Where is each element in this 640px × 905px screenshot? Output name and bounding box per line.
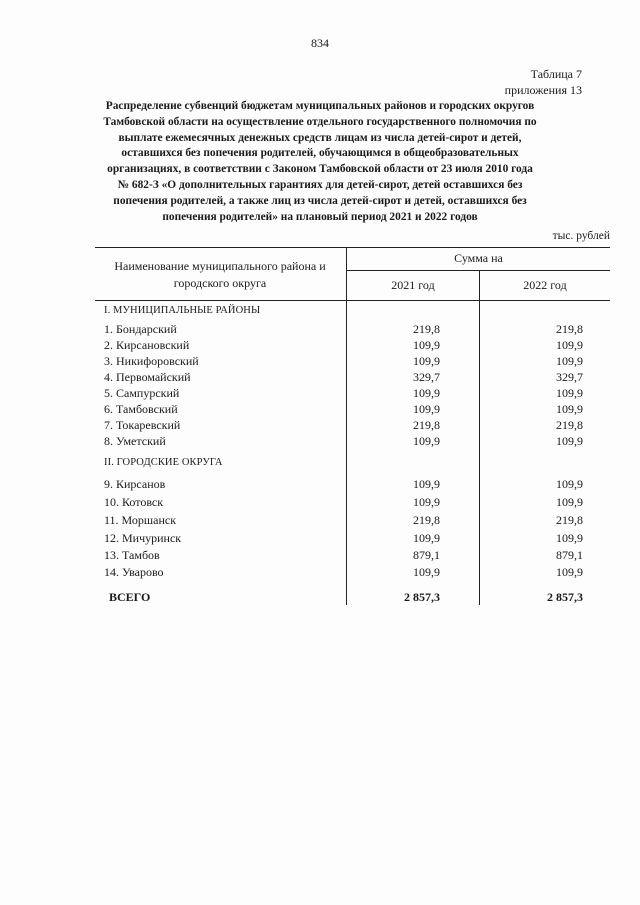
row-value-2021: 109,9 xyxy=(413,495,440,509)
row-value-2021: 109,9 xyxy=(413,477,440,491)
row-value-2021: 219,8 xyxy=(413,322,440,336)
table-row xyxy=(0,370,640,386)
row-name: 14. Уварово xyxy=(104,565,164,579)
table-row xyxy=(0,548,640,564)
header-name-column: Наименование муниципального района и городского округа xyxy=(114,259,326,290)
row-name: 13. Тамбов xyxy=(104,548,160,562)
row-name: 10. Котовск xyxy=(104,495,164,509)
row-value-2022: 329,7 xyxy=(556,370,583,384)
row-value-2022: 109,9 xyxy=(556,434,583,448)
table-row xyxy=(0,477,640,493)
row-name: 4. Первомайский xyxy=(104,370,191,384)
page-number: 834 xyxy=(311,36,329,50)
table-row xyxy=(0,531,640,547)
row-value-2022: 109,9 xyxy=(556,495,583,509)
row-name: 1. Бондарский xyxy=(104,322,177,336)
document-title: Распределение субвенций бюджетам муниципальных районов и городских округов Тамбовской области на осуществление отдельного государственного полномочия по выплате ежемесячных денежных средств лицам из числа детей-сирот и детей, оставшихся без попечения родителей, обучающимся в общеобразовательных организациях, в соответствии с Законом Тамбовской области от 23 июля 2010 года № 682-З «О дополнительных гарантиях для детей-сирот, детей оставшихся без попечения родителей, а также лиц из числа детей-сирот и детей, оставшихся без попечения родителей» на плановый период 2021 и 2022 годов xyxy=(103,100,537,223)
table-number: Таблица 7 xyxy=(530,67,582,81)
row-value-2021: 109,9 xyxy=(413,402,440,416)
section-title-districts: I. МУНИЦИПАЛЬНЫЕ РАЙОНЫ xyxy=(104,305,261,316)
row-value-2021: 329,7 xyxy=(413,370,440,384)
row-value-2022: 219,8 xyxy=(556,322,583,336)
section-title-urban-districts: II. ГОРОДСКИЕ ОКРУГА xyxy=(104,457,223,468)
row-value-2022: 109,9 xyxy=(556,477,583,491)
table-row xyxy=(0,386,640,402)
table-row xyxy=(0,434,640,450)
row-name: 11. Моршанск xyxy=(104,513,177,527)
table-row xyxy=(0,338,640,354)
row-value-2022: 879,1 xyxy=(556,548,583,562)
header-bottom-rule xyxy=(95,300,610,301)
row-value-2022: 109,9 xyxy=(556,565,583,579)
row-value-2021: 109,9 xyxy=(413,386,440,400)
total-row xyxy=(0,590,640,606)
table-row xyxy=(0,495,640,511)
row-name: 8. Уметский xyxy=(104,434,166,448)
row-value-2022: 219,8 xyxy=(556,513,583,527)
row-value-2022: 219,8 xyxy=(556,418,583,432)
row-value-2022: 109,9 xyxy=(556,386,583,400)
row-value-2021: 879,1 xyxy=(413,548,440,562)
table-row xyxy=(0,322,640,338)
row-value-2021: 109,9 xyxy=(413,531,440,545)
table-reference xyxy=(505,66,582,98)
units-label: тыс. рублей xyxy=(552,230,610,242)
header-sum: Сумма на xyxy=(454,251,503,265)
appendix-number: приложения 13 xyxy=(504,83,582,97)
row-value-2021: 219,8 xyxy=(413,513,440,527)
row-value-2022: 109,9 xyxy=(556,338,583,352)
table-row xyxy=(0,354,640,370)
row-name: 12. Мичуринск xyxy=(104,531,182,545)
row-name: 9. Кирсанов xyxy=(104,477,166,491)
total-value-2022: 2 857,3 xyxy=(547,590,583,604)
row-name: 6. Тамбовский xyxy=(104,402,178,416)
table-row xyxy=(0,513,640,529)
row-value-2021: 219,8 xyxy=(413,418,440,432)
row-name: 7. Токаревский xyxy=(104,418,181,432)
row-value-2022: 109,9 xyxy=(556,402,583,416)
row-value-2021: 109,9 xyxy=(413,354,440,368)
header-year-2021: 2021 год xyxy=(391,278,435,292)
table-row xyxy=(0,565,640,581)
row-value-2021: 109,9 xyxy=(413,434,440,448)
row-name: 2. Кирсановский xyxy=(104,338,190,352)
row-name: 3. Никифоровский xyxy=(104,354,199,368)
table-row xyxy=(0,418,640,434)
row-value-2022: 109,9 xyxy=(556,531,583,545)
row-name: 5. Сампурский xyxy=(104,386,180,400)
row-value-2021: 109,9 xyxy=(413,338,440,352)
total-label: ВСЕГО xyxy=(109,590,151,604)
row-value-2022: 109,9 xyxy=(556,354,583,368)
table-top-rule xyxy=(95,247,610,248)
table-row xyxy=(0,402,640,418)
row-value-2021: 109,9 xyxy=(413,565,440,579)
total-value-2021: 2 857,3 xyxy=(404,590,440,604)
header-year-2022: 2022 год xyxy=(523,278,567,292)
